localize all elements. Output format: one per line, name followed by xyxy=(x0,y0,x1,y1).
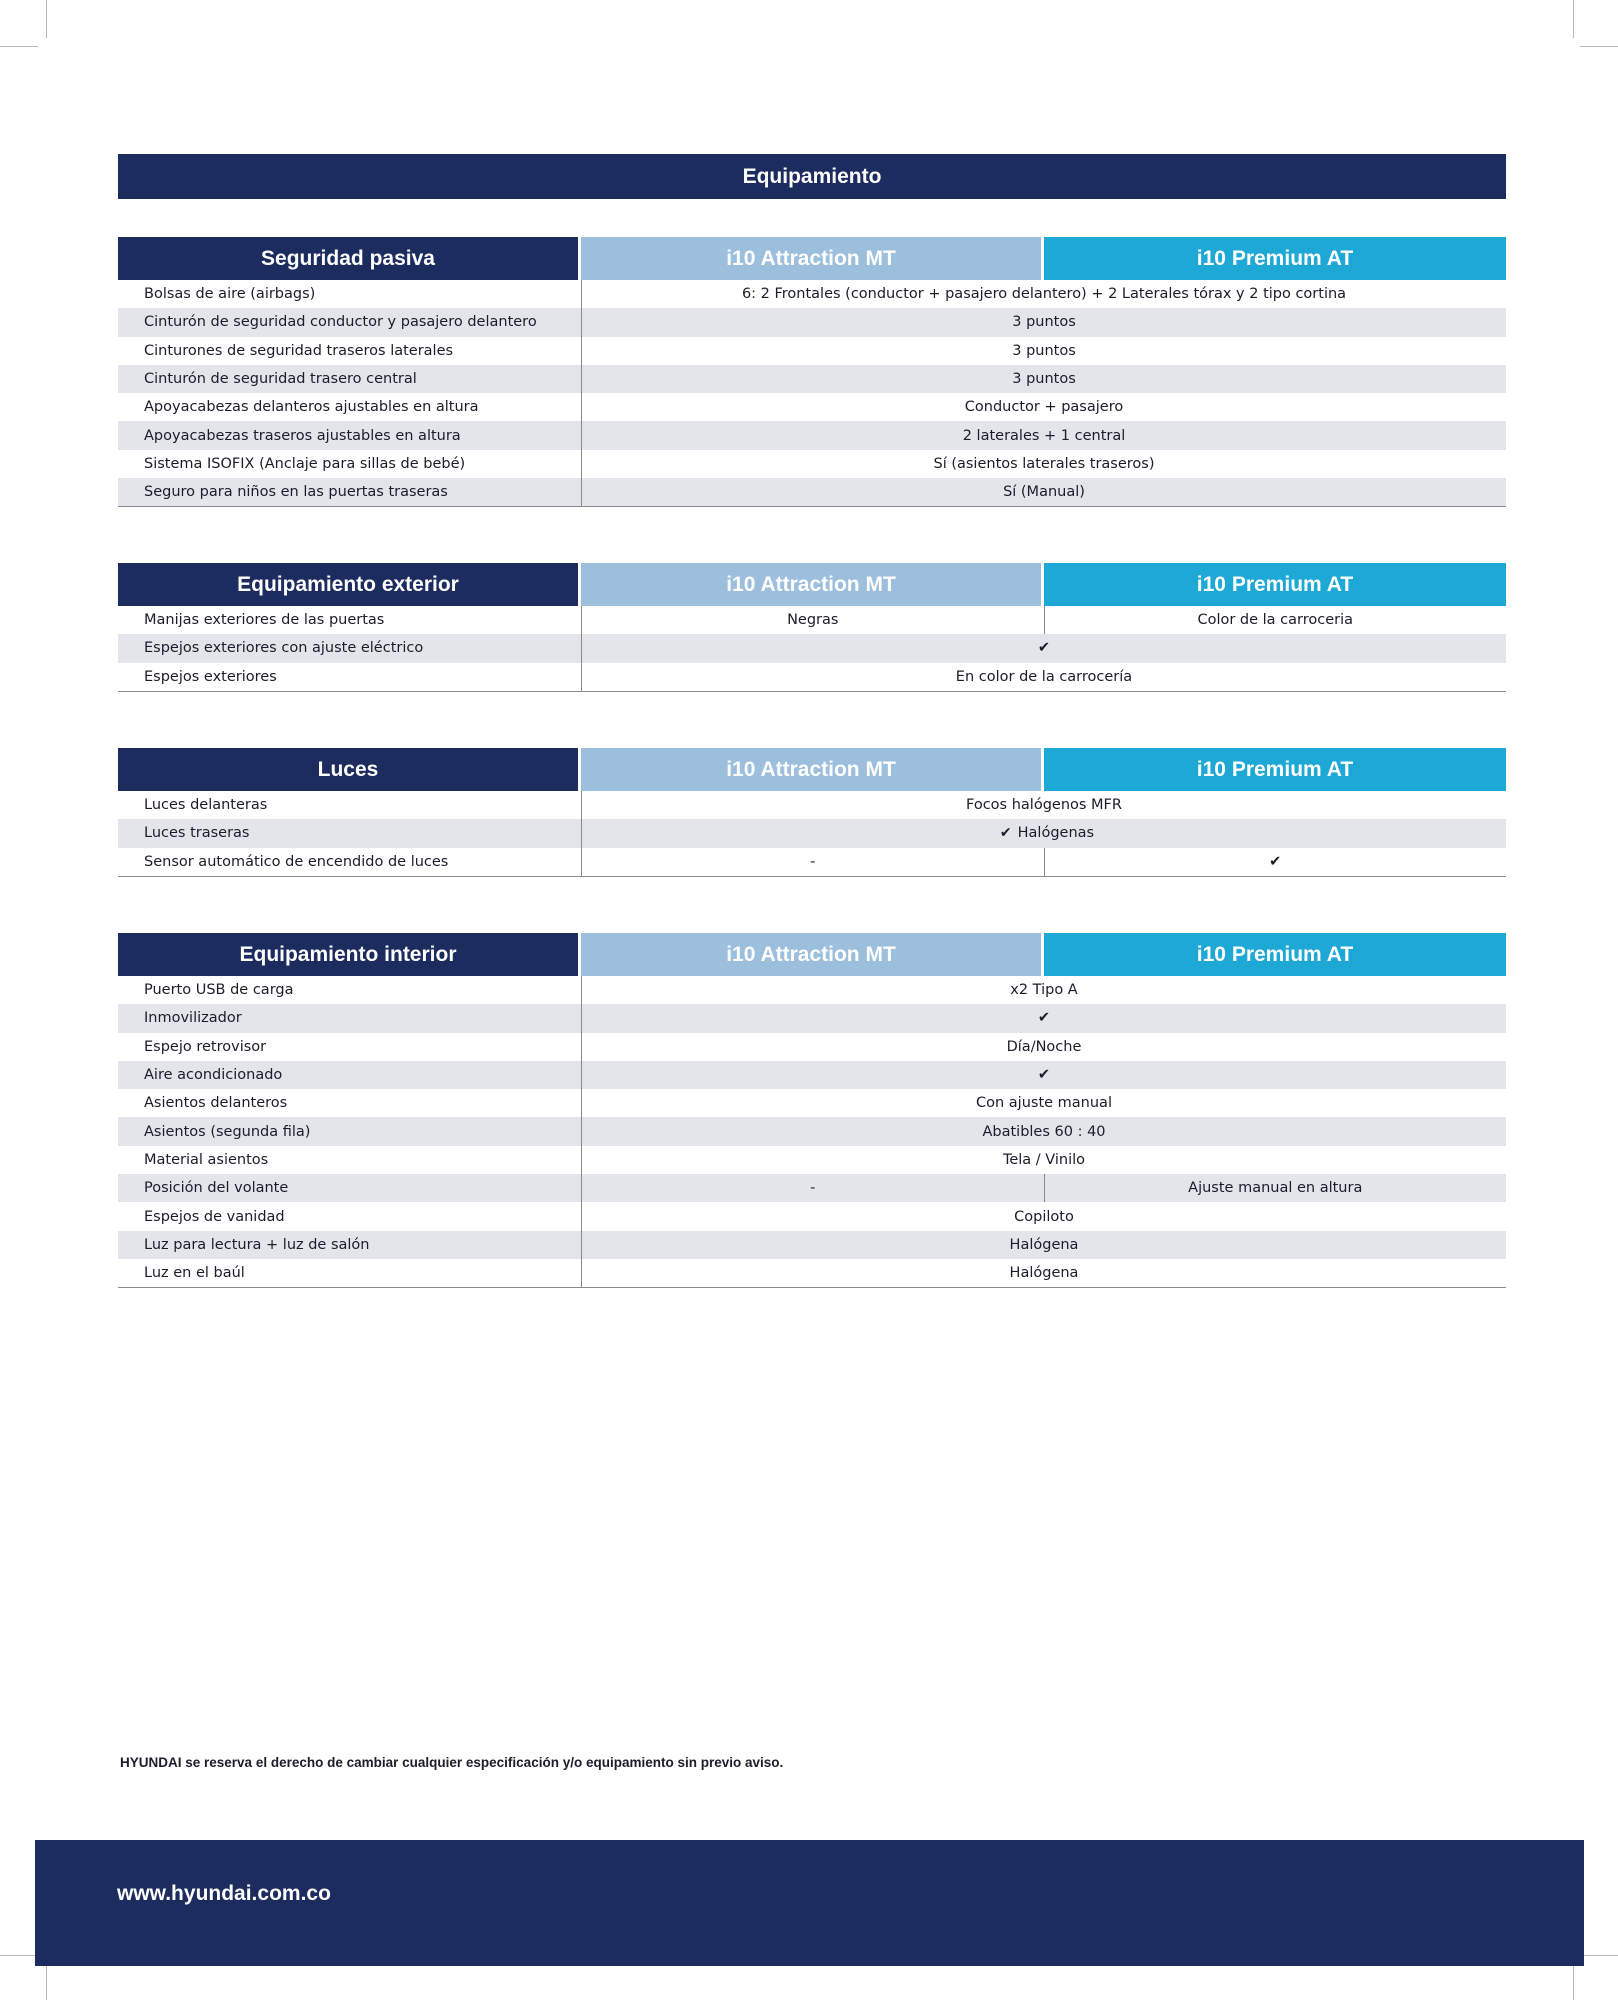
model-header-attraction: i10 Attraction MT xyxy=(581,237,1041,280)
model-header-attraction: i10 Attraction MT xyxy=(581,563,1041,606)
row-label: Bolsas de aire (airbags) xyxy=(118,280,582,308)
row-label: Espejos exteriores xyxy=(118,663,582,691)
table-row xyxy=(118,337,1506,365)
row-label: Inmovilizador xyxy=(118,1004,582,1032)
row-value-text: 2 laterales + 1 central xyxy=(962,427,1126,444)
section-table xyxy=(118,237,1506,507)
table-row xyxy=(118,1117,1506,1145)
row-value xyxy=(582,1089,1506,1117)
row-value-text: En color de la carrocería xyxy=(955,668,1133,685)
row-label: Espejos exteriores con ajuste eléctrico xyxy=(118,634,582,662)
page-title: Equipamiento xyxy=(118,154,1506,199)
row-value xyxy=(582,478,1506,506)
table-row xyxy=(118,1174,1506,1202)
row-label: Material asientos xyxy=(118,1146,582,1174)
row-value xyxy=(582,1033,1506,1061)
section-rows xyxy=(118,791,1506,877)
row-label: Luces delanteras xyxy=(118,791,582,819)
row-label: Manijas exteriores de las puertas xyxy=(118,606,582,634)
table-row xyxy=(118,634,1506,662)
table-row xyxy=(118,1202,1506,1230)
row-value xyxy=(582,1202,1506,1230)
section-title: Equipamiento exterior xyxy=(118,563,578,606)
row-value-text: ✔ xyxy=(1037,1010,1051,1027)
table-row xyxy=(118,1259,1506,1287)
footer-url-link[interactable]: www.hyundai.com.co xyxy=(117,1882,331,1905)
row-label: Posición del volante xyxy=(118,1174,582,1202)
row-value-text: Halógena xyxy=(1009,1236,1079,1253)
section-header xyxy=(118,237,1506,280)
crop-mark xyxy=(46,1965,47,2000)
table-row xyxy=(118,450,1506,478)
table-row xyxy=(118,308,1506,336)
section-title: Luces xyxy=(118,748,578,791)
table-row xyxy=(118,280,1506,308)
row-label: Espejo retrovisor xyxy=(118,1033,582,1061)
row-label: Sistema ISOFIX (Anclaje para sillas de bebé) xyxy=(118,450,582,478)
row-value xyxy=(582,365,1506,393)
row-value xyxy=(582,1004,1506,1032)
model-header-attraction: i10 Attraction MT xyxy=(581,933,1041,976)
row-label: Cinturones de seguridad traseros laterales xyxy=(118,337,582,365)
row-value-text: ✔ xyxy=(1037,1067,1051,1084)
crop-mark xyxy=(1580,1955,1618,1956)
crop-mark xyxy=(1580,46,1618,47)
section-title: Seguridad pasiva xyxy=(118,237,578,280)
row-value-text: Focos halógenos MFR xyxy=(966,797,1122,814)
table-row xyxy=(118,1033,1506,1061)
row-value xyxy=(582,791,1506,819)
table-row xyxy=(118,393,1506,421)
table-row xyxy=(118,1231,1506,1259)
row-label: Aire acondicionado xyxy=(118,1061,582,1089)
row-value-text: Día/Noche xyxy=(1006,1038,1082,1055)
section-rows xyxy=(118,976,1506,1288)
crop-mark xyxy=(1573,1965,1574,2000)
row-value-attraction: - xyxy=(582,1174,1045,1202)
crop-mark xyxy=(1573,0,1574,38)
table-row xyxy=(118,1146,1506,1174)
row-value-text: Sí (Manual) xyxy=(1003,484,1085,501)
row-value xyxy=(582,1117,1506,1145)
table-row xyxy=(118,1004,1506,1032)
row-value-premium: ✔ xyxy=(1269,853,1282,870)
table-row xyxy=(118,478,1506,506)
crop-mark xyxy=(0,1955,38,1956)
row-value xyxy=(582,976,1506,1004)
model-header-premium: i10 Premium AT xyxy=(1044,563,1506,606)
table-row xyxy=(118,606,1506,634)
disclaimer: HYUNDAI se reserva el derecho de cambiar cualquier especificación y/o equipamiento sin previo aviso. xyxy=(120,1755,784,1770)
row-value xyxy=(582,280,1506,308)
row-label: Sensor automático de encendido de luces xyxy=(118,848,582,876)
model-header-premium: i10 Premium AT xyxy=(1044,748,1506,791)
row-value xyxy=(582,819,1506,847)
row-value-text: Halógena xyxy=(1009,1265,1079,1282)
model-header-attraction: i10 Attraction MT xyxy=(581,748,1041,791)
section-header xyxy=(118,933,1506,976)
row-label: Cinturón de seguridad trasero central xyxy=(118,365,582,393)
row-label: Apoyacabezas delanteros ajustables en altura xyxy=(118,393,582,421)
check-icon: ✔ xyxy=(999,825,1012,842)
row-value-attraction: Negras xyxy=(582,606,1045,634)
row-value xyxy=(582,450,1506,478)
row-value-text: 3 puntos xyxy=(1012,371,1076,388)
row-value xyxy=(582,634,1506,662)
row-value-text: x2 Tipo A xyxy=(1010,982,1078,999)
row-value-text: 6: 2 Frontales (conductor + pasajero delantero) + 2 Laterales tórax y 2 tipo cortina xyxy=(741,286,1347,303)
row-value-text: ✔ xyxy=(1037,640,1051,657)
row-value-text: Abatibles 60 : 40 xyxy=(982,1123,1106,1140)
table-row xyxy=(118,791,1506,819)
row-value xyxy=(582,337,1506,365)
section-rows xyxy=(118,606,1506,692)
row-label: Asientos (segunda fila) xyxy=(118,1117,582,1145)
row-value-premium: Color de la carroceria xyxy=(1197,612,1354,629)
row-value xyxy=(582,1146,1506,1174)
row-label: Asientos delanteros xyxy=(118,1089,582,1117)
row-value xyxy=(582,663,1506,691)
row-value-attraction: - xyxy=(582,848,1045,876)
table-row xyxy=(118,663,1506,691)
table-row xyxy=(118,421,1506,449)
section-table xyxy=(118,563,1506,692)
section-header xyxy=(118,563,1506,606)
section-table xyxy=(118,748,1506,877)
table-row xyxy=(118,1061,1506,1089)
model-header-premium: i10 Premium AT xyxy=(1044,933,1506,976)
row-value xyxy=(582,308,1506,336)
footer-bar xyxy=(35,1840,1584,1966)
row-value xyxy=(582,1061,1506,1089)
table-row xyxy=(118,848,1506,876)
row-value-text: 3 puntos xyxy=(1012,342,1076,359)
row-value-text: Halógenas xyxy=(1017,825,1095,842)
row-value-text: Conductor + pasajero xyxy=(964,399,1124,416)
row-value xyxy=(582,421,1506,449)
row-value-text: 3 puntos xyxy=(1012,314,1076,331)
row-label: Apoyacabezas traseros ajustables en altura xyxy=(118,421,582,449)
crop-mark xyxy=(46,0,47,38)
row-value-premium: Ajuste manual en altura xyxy=(1188,1180,1363,1197)
section-title: Equipamiento interior xyxy=(118,933,578,976)
crop-mark xyxy=(0,46,38,47)
table-row xyxy=(118,1089,1506,1117)
row-label: Luz en el baúl xyxy=(118,1259,582,1287)
model-header-premium: i10 Premium AT xyxy=(1044,237,1506,280)
section-header xyxy=(118,748,1506,791)
row-value-text: Sí (asientos laterales traseros) xyxy=(933,455,1155,472)
table-row xyxy=(118,365,1506,393)
row-label: Seguro para niños en las puertas traseras xyxy=(118,478,582,506)
row-label: Espejos de vanidad xyxy=(118,1202,582,1230)
row-value xyxy=(582,1259,1506,1287)
section-table xyxy=(118,933,1506,1288)
row-value-text: Tela / Vinilo xyxy=(1002,1151,1086,1168)
row-value xyxy=(582,1231,1506,1259)
row-label: Puerto USB de carga xyxy=(118,976,582,1004)
row-value xyxy=(582,393,1506,421)
table-row xyxy=(118,976,1506,1004)
row-value-text: Con ajuste manual xyxy=(976,1095,1112,1112)
row-label: Cinturón de seguridad conductor y pasajero delantero xyxy=(118,308,582,336)
row-value-text: Copiloto xyxy=(1014,1208,1074,1225)
section-rows xyxy=(118,280,1506,507)
row-label: Luces traseras xyxy=(118,819,582,847)
table-row xyxy=(118,819,1506,847)
row-label: Luz para lectura + luz de salón xyxy=(118,1231,582,1259)
